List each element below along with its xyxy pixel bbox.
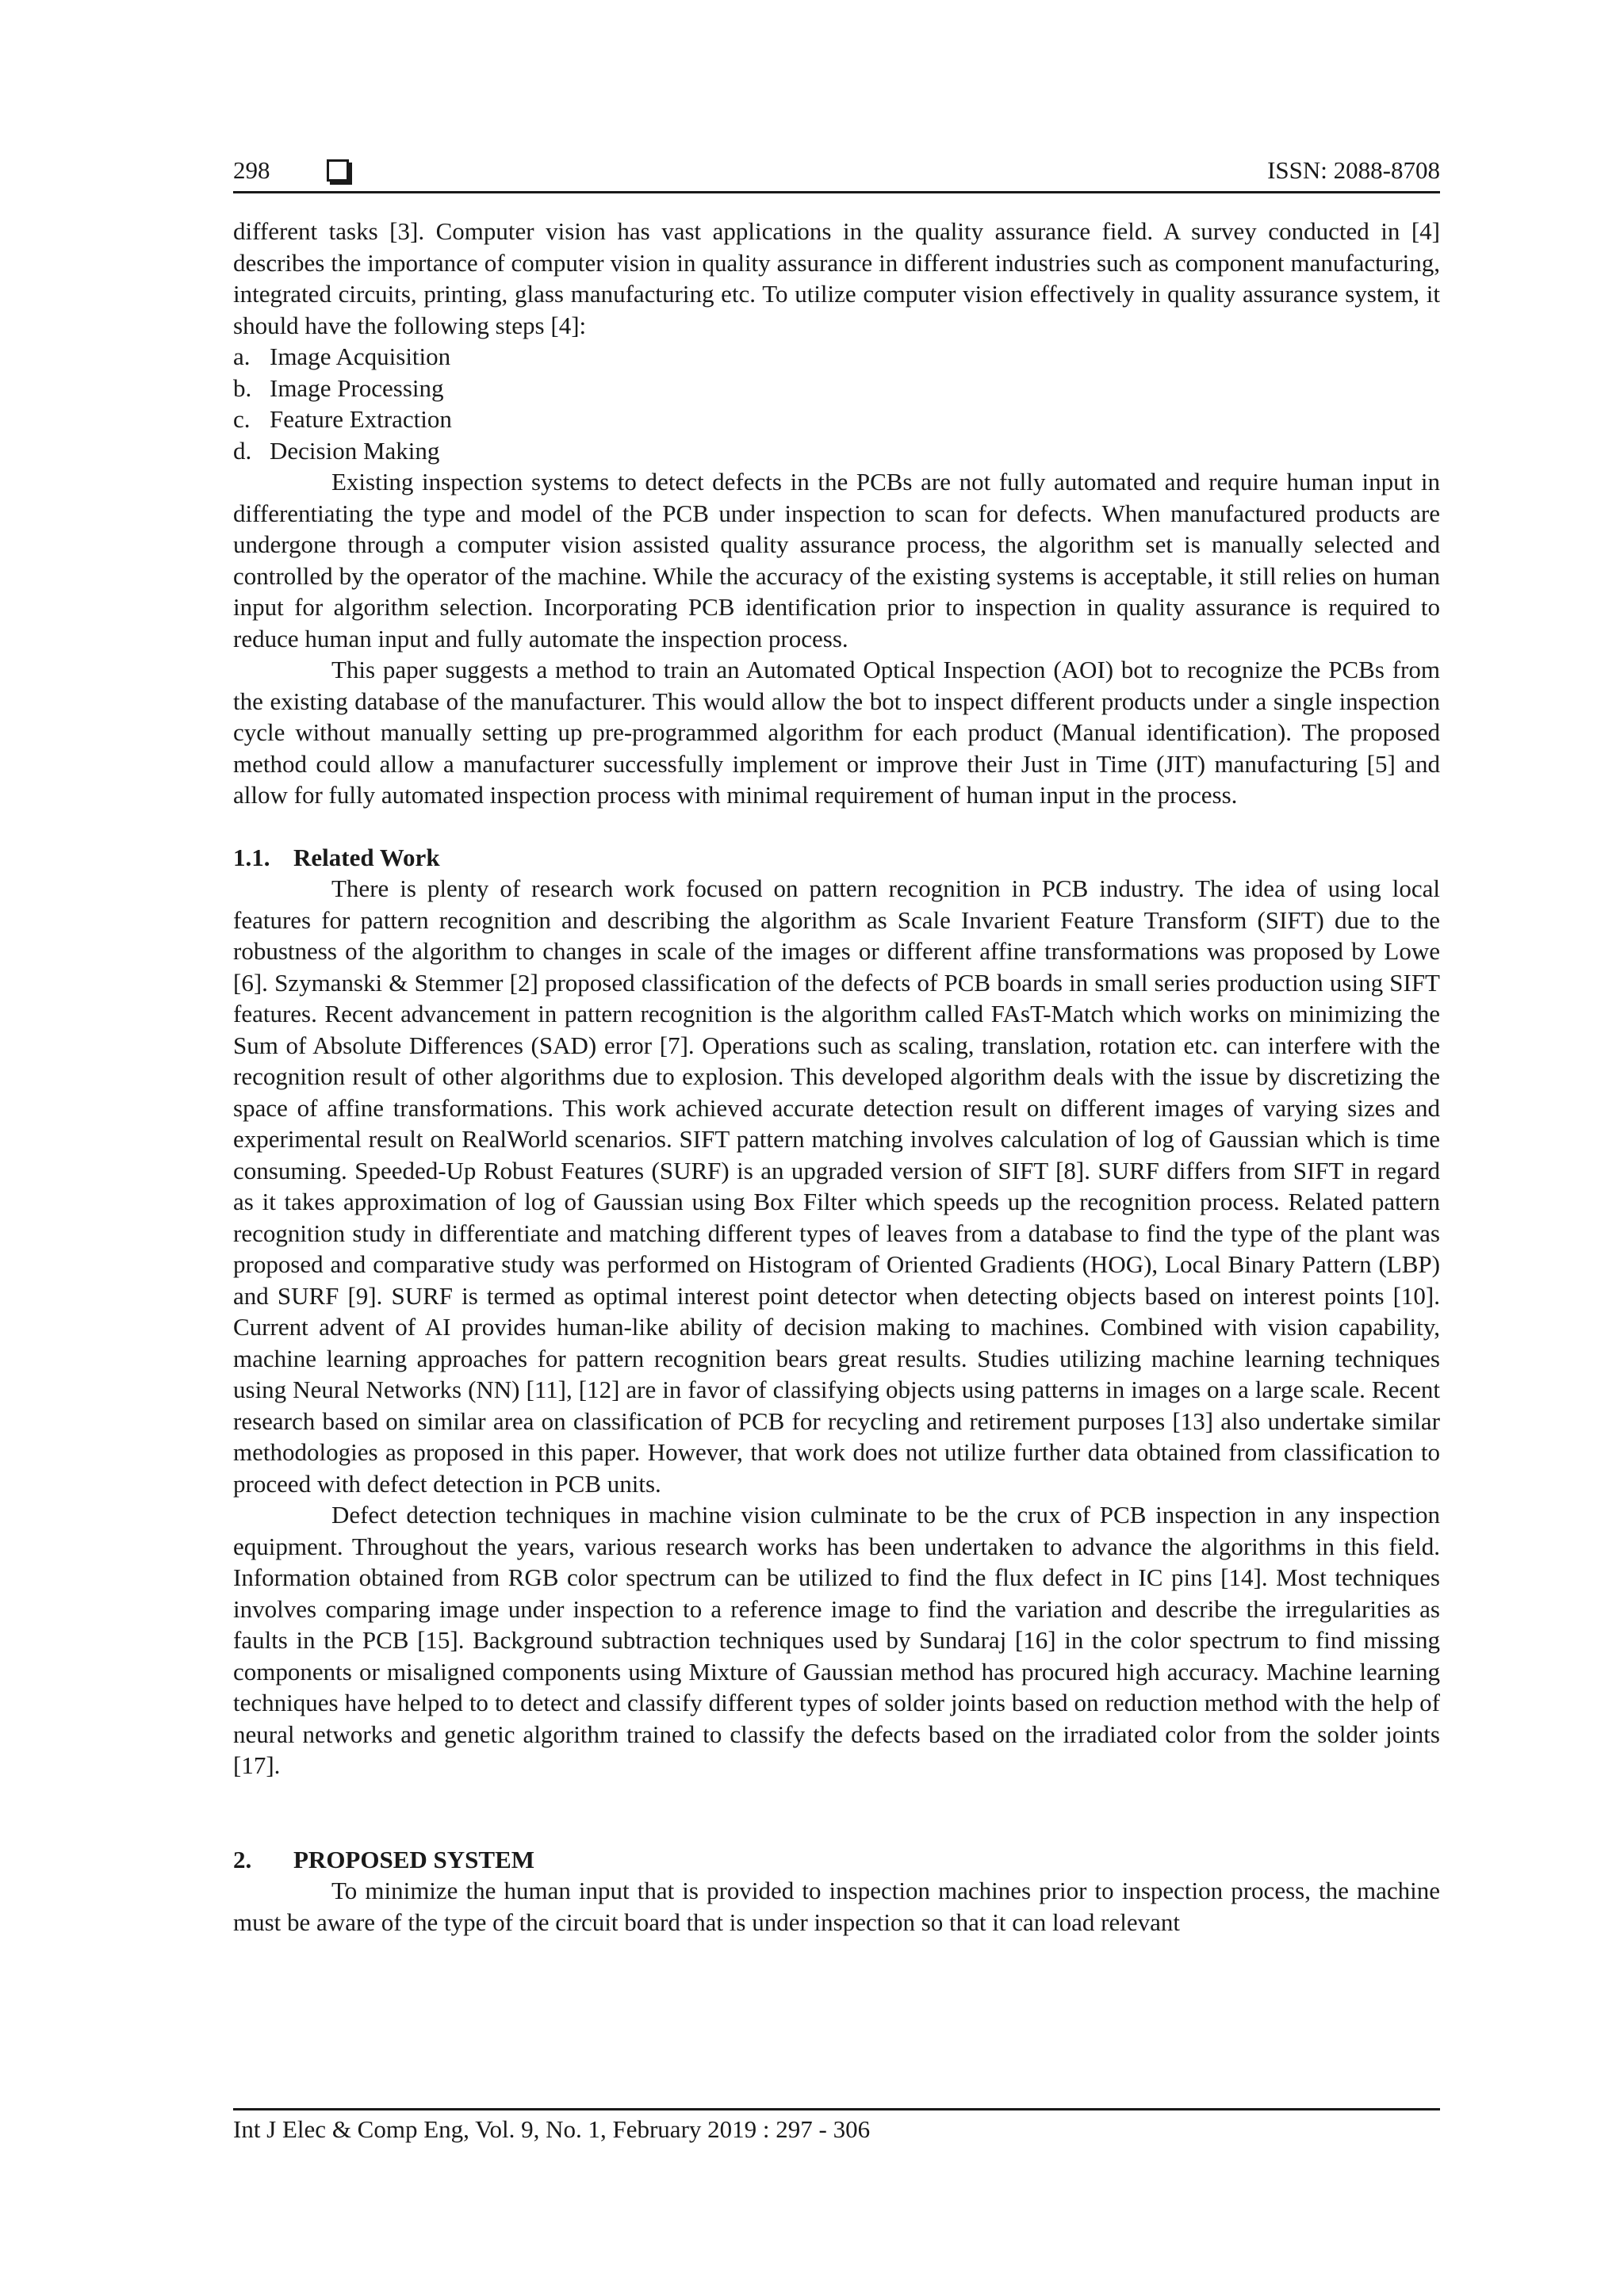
- body-text: [233, 216, 1440, 1938]
- header-rule: [233, 191, 1440, 193]
- footer-citation: Int J Elec & Comp Eng, Vol. 9, No. 1, February 2019 : 297 - 306: [233, 2115, 871, 2143]
- shadowed-square-icon: [327, 159, 349, 182]
- steps-list: [233, 341, 1440, 466]
- paragraph-proposed-system: To minimize the human input that is provided to inspection machines prior to inspection process, the machine must be aware of the type of the circuit board that is under inspection so that it can load relevant: [233, 1877, 1440, 1936]
- list-item: c. Feature Extraction: [233, 405, 452, 433]
- paragraph-existing-systems: Existing inspection systems to detect defects in the PCBs are not fully automated and require human input in differentiating the type and model of the PCB under inspection to scan for defects. When manufactured products are undergone through a computer vision assisted quality assurance process, the algorithm set is manually selected and controlled by the operator of the machine. While the accuracy of the existing systems is acceptable, it still relies on human input for algorithm selection. Incorporating PCB identification prior to inspection in quality assurance is required to reduce human input and fully automate the inspection process.: [233, 468, 1440, 652]
- page-number: 298: [233, 156, 270, 184]
- intro-paragraph: different tasks [3]. Computer vision has vast applications in the quality assurance field. A survey conducted in [4] describes the importance of computer vision in quality assurance in different industries such as component manufacturing, integrated circuits, printing, glass manufacturing etc. To utilize computer vision effectively in quality assurance system, it should have the following steps [4]:: [233, 217, 1440, 339]
- section-heading-related-work: 1.1. Related Work: [233, 843, 440, 871]
- list-item: b. Image Processing: [233, 373, 444, 402]
- section-heading-proposed-system: 2. PROPOSED SYSTEM: [233, 1845, 535, 1873]
- page-header: [233, 153, 1440, 188]
- issn-label: ISSN: 2088-8708: [1267, 156, 1440, 184]
- list-item: a. Image Acquisition: [233, 342, 451, 370]
- paragraph-related-work: There is plenty of research work focused on pattern recognition in PCB industry. The idea of using local features for pattern recognition and describing the algorithm as Scale Invarient Feature Transform (SIFT) due to the robustness of the algorithm to changes in scale of the images or different affine transformations was proposed by Lowe [6]. Szymanski & Stemmer [2] proposed classification of the defects of PCB boards in small series production using SIFT features. Recent advancement in pattern recognition is the algorithm called FAsT-Match which works on minimizing the Sum of Absolute Differences (SAD) error [7]. Operations such as scaling, translation, rotation etc. can interfere with the recognition result of other algorithms due to explosion. This developed algorithm deals with the issue by discretizing the space of affine transformations. This work achieved accurate detection result on different images of varying sizes and experimental result on RealWorld scenarios. SIFT pattern matching involves calculation of log of Gaussian which is time consuming. Speeded-Up Robust Features (SURF) is an upgraded version of SIFT [8]. SURF differs from SIFT in regard as it takes approximation of log of Gaussian using Box Filter which speeds up the recognition process. Related pattern recognition study in differentiate and matching different types of leaves from a database to find the type of the plant was proposed and comparative study was performed on Histogram of Oriented Gradients (HOG), Local Binary Pattern (LBP) and SURF [9]. SURF is termed as optimal interest point detector when detecting objects based on interest points [10]. Current advent of AI provides human-like ability of decision making to machines. Combined with vision capability, machine learning approaches for pattern recognition bears great results. Studies utilizing machine learning techniques using Neural Networks (NN) [11], [12] are in favor of classifying objects using patterns in images on a large scale. Recent research based on similar area on classification of PCB for recycling and retirement purposes [13] also undertake similar methodologies as proposed in this paper. However, that work does not utilize further data obtained from classification to proceed with defect detection in PCB units.: [233, 874, 1440, 1498]
- footer-rule: [233, 2108, 1440, 2110]
- list-item: d. Decision Making: [233, 436, 440, 465]
- paragraph-proposed-method: This paper suggests a method to train an Automated Optical Inspection (AOI) bot to recognize the PCBs from the existing database of the manufacturer. This would allow the bot to inspect different products under a single inspection cycle without manually setting up pre-programmed algorithm for each product (Manual identification). The proposed method could allow a manufacturer successfully implement or improve their Just in Time (JIT) manufacturing [5] and allow for fully automated inspection process with minimal requirement of human input in the process.: [233, 656, 1440, 809]
- paragraph-defect-detection: Defect detection techniques in machine vision culminate to be the crux of PCB inspection in any inspection equipment. Throughout the years, various research works has been undertaken to advance the algorithms in this field. Information obtained from RGB color spectrum can be utilized to find the flux defect in IC pins [14]. Most techniques involves comparing image under inspection to a reference image to find the variation and describe the irregularities as faults in the PCB [15]. Background subtraction techniques used by Sundaraj [16] in the color spectrum to find missing components or misaligned components using Mixture of Gaussian method has procured high accuracy. Machine learning techniques have helped to to detect and classify different types of solder joints based on reduction method with the help of neural networks and genetic algorithm trained to classify the defects based on the irradiated color from the solder joints [17].: [233, 1501, 1440, 1779]
